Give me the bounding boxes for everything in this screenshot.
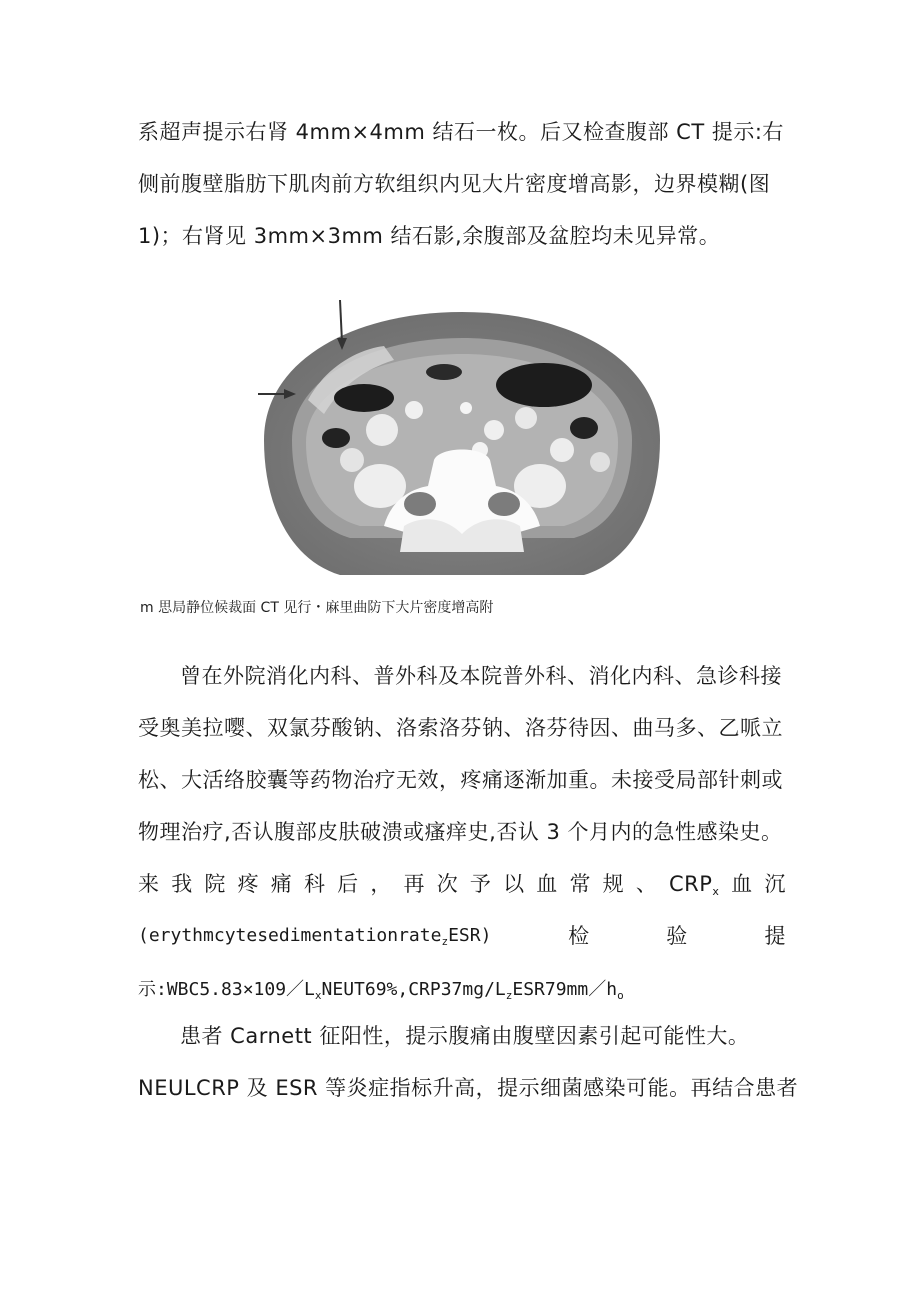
word: 我 — [171, 872, 193, 896]
word: 检 — [568, 924, 590, 948]
subscript: z — [505, 989, 513, 1002]
word: 沉 — [764, 872, 786, 896]
word: 、 — [635, 872, 658, 896]
subscript: x — [314, 989, 322, 1002]
word: 规 — [602, 872, 625, 896]
lab-text: 示:WBC5.83×109／L — [138, 979, 315, 1000]
text-line: 侧前腹壁脂肪下肌肉前方软组织内见大片密度增高影，边界模糊(图 — [138, 172, 771, 196]
word: ， — [370, 872, 392, 896]
subscript: x — [712, 885, 720, 898]
word: 验 — [666, 924, 688, 948]
text-line: 患者 Carnett 征阳性，提示腹痛由腹壁因素引起可能性大。 — [180, 1024, 750, 1048]
word: 次 — [436, 872, 459, 896]
text-line: 物理治疗,否认腹部皮肤破溃或瘙痒史,否认 3 个月内的急性感染史。 — [138, 820, 783, 844]
word: 院 — [204, 872, 226, 896]
text-line: 受奥美拉嘤、双氯芬酸钠、洛索洛芬钠、洛芬待因、曲马多、乙哌立 — [138, 716, 783, 740]
word: 疼 — [237, 872, 260, 896]
word: 予 — [469, 872, 492, 896]
text-line: 系超声提示右肾 4mm×4mm 结石一枚。后又检查腹部 CT 提示:右 — [138, 120, 784, 144]
term-text: ESR) — [448, 925, 492, 946]
lab-text: ESR79mm／h — [512, 979, 618, 1000]
word: 科 — [303, 872, 326, 896]
text-line-justified — [138, 858, 786, 910]
word-crp — [669, 858, 719, 910]
text-line-lab-values — [138, 962, 786, 1014]
paragraph-assessment — [138, 1010, 799, 1114]
text-line: 曾在外院消化内科、普外科及本院普外科、消化内科、急诊科接 — [180, 664, 782, 688]
text-line: 松、大活络胶囊等药物治疗无效，疼痛逐渐加重。未接受局部针刺或 — [138, 768, 783, 792]
paragraph-treatment-history — [138, 650, 786, 1014]
text-line-justified — [138, 910, 786, 962]
word: 常 — [569, 872, 591, 896]
term-text: (erythmcytesedimentationrate — [138, 925, 442, 946]
word: 以 — [503, 872, 525, 896]
lab-values — [138, 979, 624, 1000]
figure-caption: m 思局静位候裁面 CT 见行・麻里曲防下大片密度增高附 — [140, 600, 494, 616]
paragraph-ct-findings — [138, 106, 786, 262]
term-esr — [138, 910, 491, 962]
lab-text: NEUT69%,CRP37mg/L — [321, 979, 506, 1000]
word: 来 — [138, 872, 160, 896]
word: CRP — [669, 872, 713, 896]
text-line: 1)；右肾见 3mm×3mm 结石影,余腹部及盆腔均未见异常。 — [138, 224, 721, 248]
subscript: z — [441, 935, 449, 948]
ct-scan-image — [244, 290, 680, 590]
word: 血 — [731, 872, 753, 896]
word: 再 — [403, 872, 425, 896]
word: 提 — [764, 924, 786, 948]
text-line: NEULCRP 及 ESR 等炎症指标升高，提示细菌感染可能。再结合患者 — [138, 1076, 799, 1100]
subscript: o — [617, 989, 624, 1002]
word: 后 — [337, 872, 359, 896]
word: 血 — [536, 872, 558, 896]
word: 痛 — [270, 872, 293, 896]
